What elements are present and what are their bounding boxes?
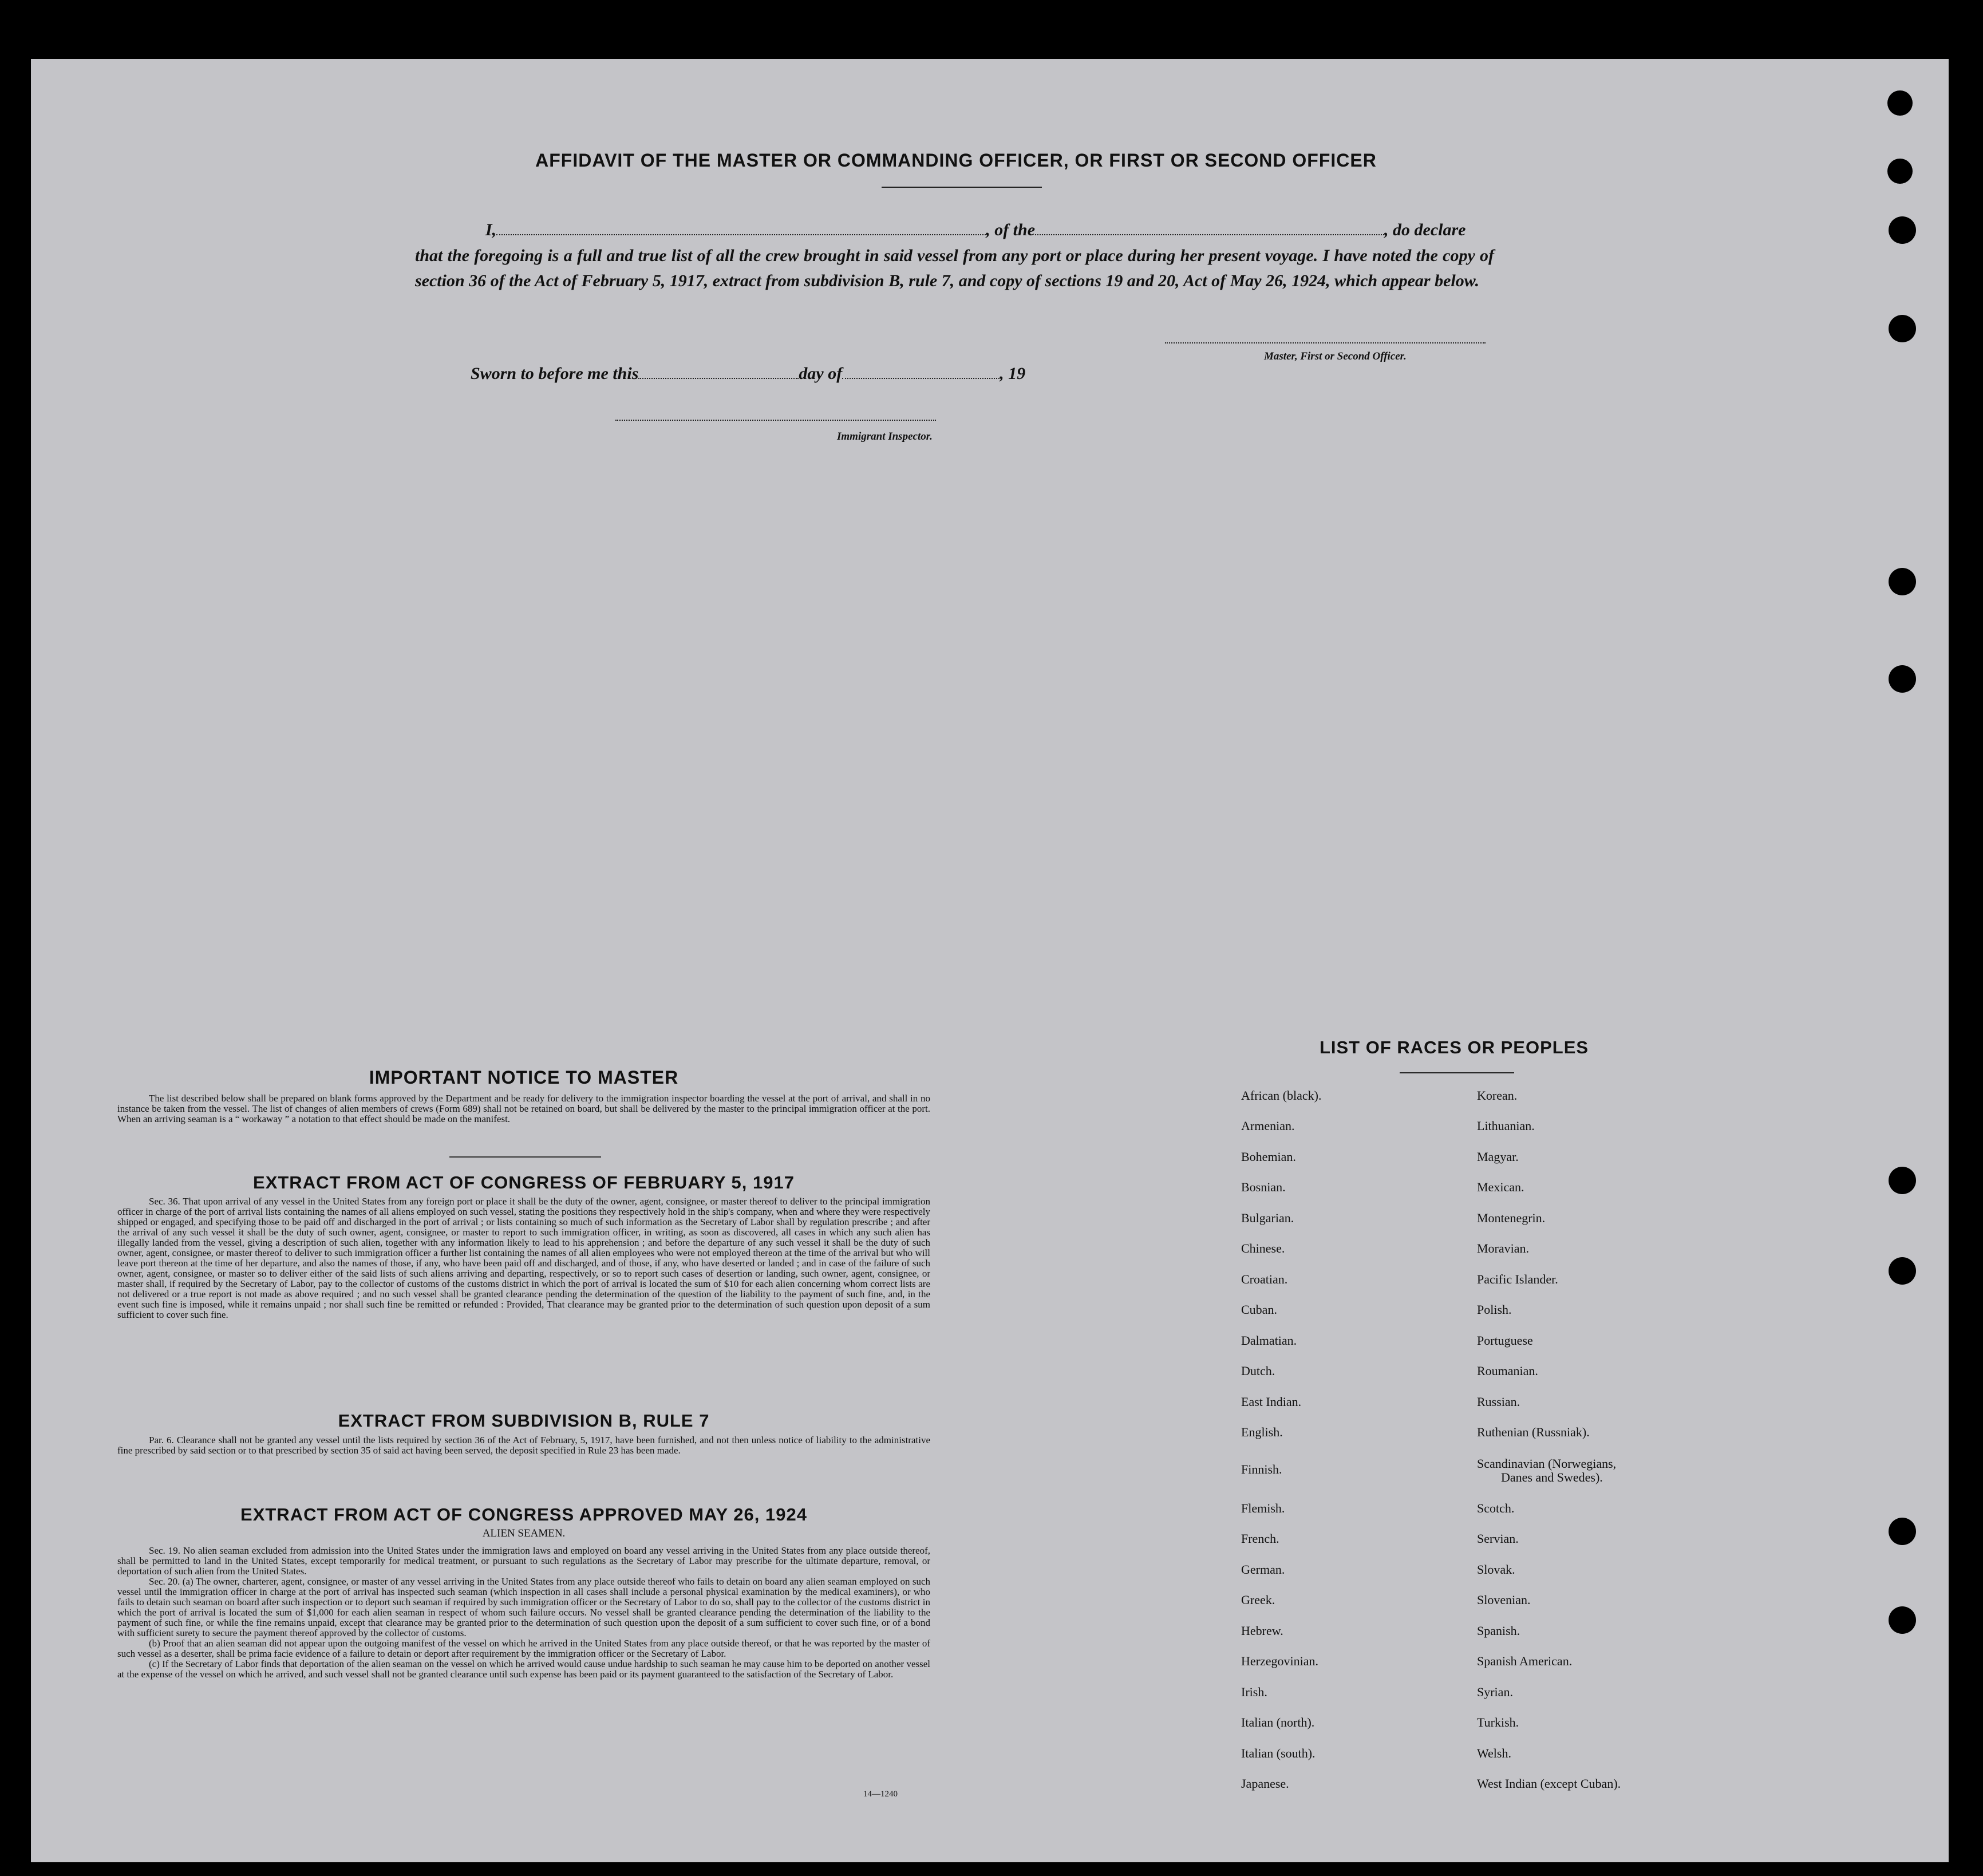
race-item: Hebrew. (1241, 1624, 1283, 1638)
race-item: Mexican. (1477, 1180, 1524, 1194)
races-title: LIST OF RACES OR PEOPLES (1319, 1037, 1589, 1057)
race-item: East Indian. (1241, 1395, 1302, 1409)
punch-hole (1889, 1606, 1916, 1634)
inspector-signature-label: Immigrant Inspector. (837, 431, 933, 443)
declarant-label: I, (485, 220, 497, 239)
extract-rule7-title: EXTRACT FROM SUBDIVISION B, RULE 7 (338, 1411, 710, 1431)
race-item: French. (1241, 1531, 1279, 1546)
year-label: , 19 (1000, 364, 1026, 383)
master-signature-label: Master, First or Second Officer. (1264, 350, 1407, 362)
race-item: Herzegovinian. (1241, 1654, 1318, 1668)
race-item: West Indian (except Cuban). (1477, 1776, 1621, 1791)
sworn-month-field[interactable] (842, 365, 1000, 379)
race-item: Bohemian. (1241, 1150, 1296, 1164)
punch-hole (1889, 216, 1916, 244)
declaration-line (485, 220, 1465, 240)
extract-1917-title: EXTRACT FROM ACT OF CONGRESS OF FEBRUARY 5, 1917 (253, 1172, 795, 1192)
sec-19-paragraph: Sec. 19. No alien seaman excluded from admission into the United States under the immigration laws and employed on board any vessel arriving in the United States from any place outside thereof, shall be permitted to land in the United States, except temporarily for medical treatment, or pursuant to such regulations as the Secretary of Labor may prescribe for the ultimate departure, removal, or deportation of such alien from the United States. (117, 1545, 930, 1577)
declaration-text: that the foregoing is a full and true list of all the crew brought in said vessel from any port or place during her present voyage. I have noted the copy of section 36 of the Act of February 5, 1917, extract from subdivision B, rule 7, and copy of sections 19 and 20, Act of May 26, 1924, which appear below. (415, 246, 1494, 290)
punch-hole (1889, 1167, 1916, 1194)
race-item: Servian. (1477, 1531, 1519, 1546)
race-item: Portuguese (1477, 1333, 1533, 1348)
race-item: Pacific Islander. (1477, 1272, 1558, 1286)
races-divider (1400, 1072, 1514, 1073)
sworn-label: Sworn to before me this (471, 364, 639, 383)
race-item: Greek. (1241, 1593, 1275, 1607)
sec-20c-paragraph: (c) If the Secretary of Labor finds that deportation of the alien seaman on the vessel on which he arrived would cause undue hardship to such seaman he may cause him to be deported on another vessel at the expense of the vessel on which he arrived, and such vessel shall not be granted clearance until such expense has been paid or its payment guaranteed to the satisfaction of the Secretary of Labor. (117, 1658, 930, 1680)
do-declare-label: , do declare (1384, 220, 1466, 239)
punch-hole (1887, 90, 1913, 116)
race-item: Bosnian. (1241, 1180, 1286, 1194)
race-item: English. (1241, 1425, 1283, 1439)
of-the-label: , of the (986, 220, 1036, 239)
affidavit-title: AFFIDAVIT OF THE MASTER OR COMMANDING OFFICER, OR FIRST OR SECOND OFFICER (535, 150, 1377, 171)
race-item: Italian (north). (1241, 1715, 1315, 1729)
race-item: Scotch. (1477, 1501, 1515, 1515)
race-item: Japanese. (1241, 1776, 1289, 1791)
race-item: Lithuanian. (1477, 1119, 1535, 1133)
vessel-name-field[interactable] (1035, 222, 1384, 235)
race-item: Slovak. (1477, 1562, 1515, 1577)
race-item: Syrian. (1477, 1685, 1513, 1699)
race-item: Ruthenian (Russniak). (1477, 1425, 1590, 1439)
punch-hole (1887, 159, 1913, 184)
sec-20a-paragraph: Sec. 20. (a) The owner, charterer, agent, consignee, or master of any vessel arriving in the United States from any place outside thereof who fails to detain on board any alien seaman employed on such vessel until the immigration officer in charge at the port of arrival has inspected such seaman (which inspection in all cases shall include a personal physical examination by the medical examiners), or who fails to detain such seaman on board after such inspection or to deport such seaman if required by such immigration officer or the Secretary of Labor to do so, shall pay to the collector of the customs district in which the port of arrival is located the sum of $1,000 for each alien seaman in respect of whom such failure occurs. No vessel shall be granted clearance pending the determination of the liability to the payment of such fine, or while the fine remains unpaid, except that clearance may be granted prior to the determination of such question upon the deposit of a sum sufficient to cover such fine, or of a bond with sufficient surety to secure the payment thereof approved by the collector of customs. (117, 1576, 930, 1638)
race-item: Flemish. (1241, 1501, 1285, 1515)
sworn-line (471, 364, 1025, 384)
race-item: Italian (south). (1241, 1746, 1316, 1760)
notice-title: IMPORTANT NOTICE TO MASTER (369, 1067, 679, 1088)
extract-1924-title: EXTRACT FROM ACT OF CONGRESS APPROVED MAY 26, 1924 (240, 1504, 807, 1525)
race-item: Turkish. (1477, 1715, 1519, 1729)
race-item: Chinese. (1241, 1241, 1285, 1255)
punch-hole (1889, 568, 1916, 595)
inspector-signature-line[interactable] (615, 420, 936, 421)
race-item: Russian. (1477, 1395, 1520, 1409)
declarant-name-field[interactable] (496, 222, 986, 235)
punch-hole (1889, 665, 1916, 693)
notice-paragraph: The list described below shall be prepared on blank forms approved by the Department and be ready for delivery to the immigration inspector boarding the vessel at the port of arrival, and shall in no instance be taken from the vessel. The list of changes of alien members of crews (Form 689) shall not be retained on board, but shall be delivered by the master to the principal immigration officer at the port. When an arriving seaman is a “ workaway ” a notation to that effect should be made on the manifest. (117, 1093, 930, 1124)
sec-20b-paragraph: (b) Proof that an alien seaman did not appear upon the outgoing manifest of the vessel on which he arrived in the United States from any place outside thereof, or that he was reported by the master of such vessel as a deserter, shall be prima facie evidence of a failure to detain or deport after requirement by the immigration officer or the Secretary of Labor. (117, 1638, 930, 1659)
master-signature-line[interactable] (1165, 342, 1486, 343)
race-item: Bulgarian. (1241, 1211, 1294, 1225)
race-item: Spanish. (1477, 1624, 1520, 1638)
notice-text (117, 1093, 930, 1124)
section-divider (449, 1156, 601, 1158)
form-number: 14—1240 (863, 1790, 898, 1799)
race-item: Irish. (1241, 1685, 1267, 1699)
punch-hole (1889, 1257, 1916, 1285)
race-item: Finnish. (1241, 1462, 1282, 1476)
race-item: Dutch. (1241, 1364, 1275, 1378)
race-item: Moravian. (1477, 1241, 1530, 1255)
race-item: Montenegrin. (1477, 1211, 1546, 1225)
race-item: Spanish American. (1477, 1654, 1573, 1668)
title-divider (882, 187, 1042, 188)
punch-hole (1889, 1518, 1916, 1545)
race-item: Armenian. (1241, 1119, 1295, 1133)
extract-1924-text (117, 1546, 930, 1680)
race-item: Welsh. (1477, 1746, 1511, 1760)
race-item: Scandinavian (Norwegians, Danes and Swedes). (1477, 1456, 1617, 1484)
race-item: African (black). (1241, 1088, 1322, 1103)
race-item: Croatian. (1241, 1272, 1288, 1286)
sworn-day-field[interactable] (638, 365, 799, 379)
race-item: Cuban. (1241, 1302, 1277, 1317)
extract-rule7-paragraph: Par. 6. Clearance shall not be granted any vessel until the lists required by section 36 of the Act of February, 5, 1917, have been furnished, and not then unless notice of liability to the administrative fine prescribed by said section or to that prescribed by section 35 of said act having been served, the deposit specified in Rule 23 has been made. (117, 1435, 930, 1456)
extract-1917-paragraph: Sec. 36. That upon arrival of any vessel in the United States from any foreign port or place it shall be the duty of the owner, agent, consignee, or master thereof to deliver to the principal immigration officer in charge of the port of arrival lists containing the names of all aliens employed on such vessel, stating the positions they respectively hold in the ship's company, when and where they were respectively shipped or engaged, and specifying those to be paid off and discharged in the port of arrival ; or lists containing so much of such information as the Secretary of Labor shall by regulation prescribe ; and after the arrival of any such vessel it shall be the duty of such owner, agent, consignee, or master to report to such immigration officer, in writing, as soon as discovered, all cases in which any such alien has illegally landed from the vessel, giving a description of such alien, together with any information likely to lead to his apprehension ; and before the departure of any such vessel it shall be the duty of such owner, agent, consignee, or master thereof to deliver to such immigration officer a further list containing the names of all alien employees who were not employed thereon at the time of the arrival but who will leave port thereon at the time of her departure, and also the names of those, if any, who have been paid off and discharged, and of those, if any, who have deserted or landed ; and in case of the failure of such owner, agent, consignee, or master so to deliver either of the said lists of such aliens arriving and departing, respectively, or so to report such cases of desertion or landing, such owner, agent, consignee, or master shall, if required by the Secretary of Labor, pay to the collector of customs of the customs district in which the port of arrival is located the sum of $10 for each alien concerning whom correct lists are not delivered or a true report is not made as above required ; and no such vessel shall be granted clearance pending the determination of the question of the liability to the payment of such fine, and, in the event such fine is imposed, while it remains unpaid ; nor shall such fine be remitted or refunded : Provided, That clearance may be granted prior to the determination of such question upon deposit of a sum sufficient to cover such fine. (117, 1196, 930, 1320)
extract-1924-subtitle: ALIEN SEAMEN. (482, 1527, 566, 1539)
race-item: Roumanian. (1477, 1364, 1538, 1378)
race-item: Polish. (1477, 1302, 1512, 1317)
extract-rule7-text (117, 1435, 930, 1456)
day-of-label: day of (799, 364, 843, 383)
punch-hole (1889, 315, 1916, 342)
race-item: Dalmatian. (1241, 1333, 1297, 1348)
race-item: German. (1241, 1562, 1285, 1577)
race-item: Slovenian. (1477, 1593, 1531, 1607)
race-item: Magyar. (1477, 1150, 1519, 1164)
extract-1917-text (117, 1196, 930, 1320)
race-item: Korean. (1477, 1088, 1518, 1103)
